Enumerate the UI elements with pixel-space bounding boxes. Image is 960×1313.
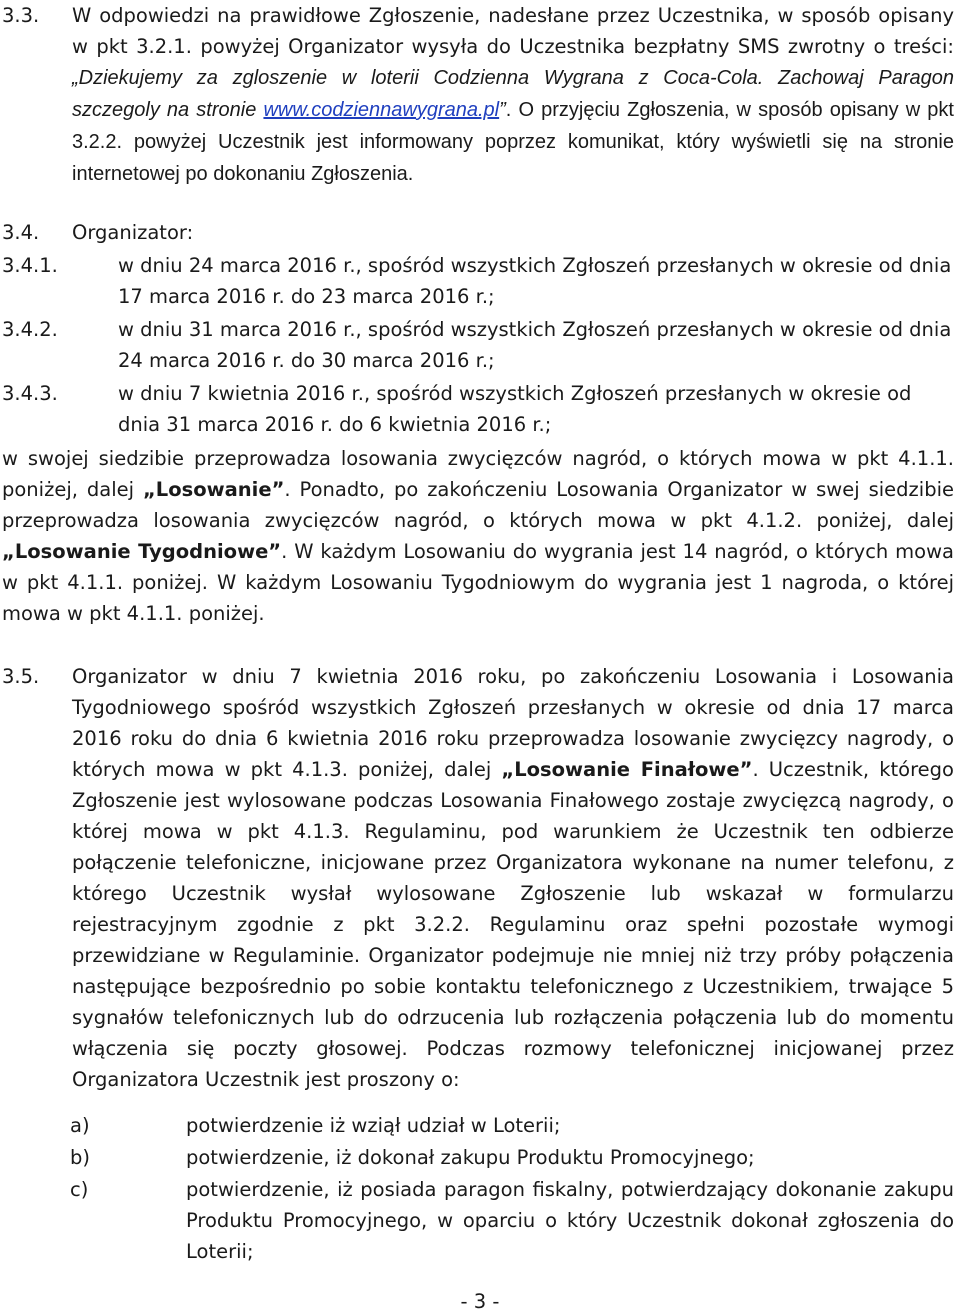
item-number: 3.4.1.	[2, 254, 58, 277]
paragraph-text: . W każdym Losowaniu do wygrania jest 14 nagród, o których mowa w pkt 4.1.1. poniżej. W każdym Losowaniu Tygodniowym do wygrania jest 1 nagroda, o której mowa w pkt 4.1.1. poniżej.	[2, 540, 954, 625]
item-text: potwierdzenie, iż dokonał zakupu Produktu Promocyjnego;	[186, 1146, 755, 1169]
section-3-4-paragraph	[2, 443, 954, 629]
item-label: b)	[70, 1146, 90, 1169]
term-losowanie-finalowe: „Losowanie Finałowe”	[501, 758, 753, 781]
paragraph-text: . Uczestnik, którego Zgłoszenie jest wylosowane podczas Losowania Finałowego zostaje zwycięzcą nagrody, o której mowa w pkt 4.1.3. Regulaminu, pod warunkiem że Uczestnik ten odbierze połączenie telefoniczne, inicjowane przez Organizatora wykonane na numer telefonu, z którego Uczestnik wysłał wylosowane Zgłoszenie lub wskazał w formularzu rejestracyjnym zgodnie z pkt 3.2.2. Regulaminu oraz spełni pozostałe wymogi przewidziane w Regulaminie. Organizator podejmuje nie mniej niż trzy próby połączenia następujące bezpośrednio po sobie kontaktu telefonicznego z Uczestnikiem, trwające 5 sygnałów telefonicznych lub do odrzucenia lub rozłączenia połączenia lub do momentu włączenia się poczty głosowej. Podczas rozmowy telefonicznej inicjowanej przez Organizatora Uczestnik jest proszony o:	[72, 758, 954, 1091]
item-text: potwierdzenie iż wziął udział w Loterii;	[186, 1114, 561, 1137]
item-text: w dniu 7 kwietnia 2016 r., spośród wszystkich Zgłoszeń przesłanych w okresie od dnia 31 marca 2016 r. do 6 kwietnia 2016 r.;	[118, 382, 912, 436]
term-losowanie-tygodniowe: „Losowanie Tygodniowe”	[2, 540, 282, 563]
section-3-5-text	[72, 661, 954, 1095]
term-losowanie: „Losowanie”	[142, 478, 285, 501]
section-title: Organizator:	[72, 221, 194, 244]
item-number: 3.4.3.	[2, 382, 58, 405]
website-link[interactable]: www.codziennawygrana.pl	[263, 99, 500, 121]
item-number: 3.4.2.	[2, 318, 58, 341]
paragraph-text: . O przyjęciu Zgłoszenia, w sposób opisany w pkt 3.2.2. powyżej Uczestnik jest informowany poprzez komunikat, który wyświetli się na stronie internetowej po dokonaniu Zgłoszenia.	[72, 99, 954, 185]
item-label: c)	[70, 1178, 89, 1201]
section-number: 3.3.	[2, 4, 40, 27]
section-number: 3.4.	[2, 221, 40, 244]
section-3-3-text	[72, 0, 954, 190]
item-text: w dniu 31 marca 2016 r., spośród wszystkich Zgłoszeń przesłanych w okresie od dnia 24 marca 2016 r. do 30 marca 2016 r.;	[118, 318, 952, 372]
item-text: potwierdzenie, iż posiada paragon fiskalny, potwierdzający dokonanie zakupu Produktu Promocyjnego, w oparciu o który Uczestnik dokonał zgłoszenia do Loterii;	[186, 1178, 954, 1263]
paragraph-text: w swojej siedzibie przeprowadza losowania zwycięzców nagród, o których mowa w pkt 4.1.1. poniżej, dalej	[2, 447, 954, 501]
sms-quote: „Dziekujemy za zgloszenie w loterii Codzienna Wygrana z Coca-Cola. Zachowaj Paragon szczegoly na stronie	[72, 67, 954, 121]
item-label: a)	[70, 1114, 90, 1137]
paragraph-text: Organizator w dniu 7 kwietnia 2016 roku, po zakończeniu Losowania i Losowania Tygodniowego spośród wszystkich Zgłoszeń przesłanych w okresie od dnia 17 marca 2016 roku do dnia 6 kwietnia 2016 roku przeprowadza losowanie zwycięzcy nagrody, o których mowa w pkt 4.1.3. poniżej, dalej	[72, 665, 954, 781]
item-text: w dniu 24 marca 2016 r., spośród wszystkich Zgłoszeń przesłanych w okresie od dnia 17 marca 2016 r. do 23 marca 2016 r.;	[118, 254, 952, 308]
paragraph-text: . Ponadto, po zakończeniu Losowania Organizator w swej siedzibie przeprowadza losowania zwycięzców nagród, o których mowa w pkt 4.1.2. poniżej, dalej	[2, 478, 954, 532]
page-number: - 3 -	[460, 1290, 500, 1313]
paragraph-text: W odpowiedzi na prawidłowe Zgłoszenie, nadesłane przez Uczestnika, w sposób opisany w pkt 3.2.1. powyżej Organizator wysyła do Uczestnika bezpłatny SMS zwrotny o treści:	[72, 4, 954, 58]
sms-quote-end: ”	[499, 99, 506, 121]
section-number: 3.5.	[2, 665, 40, 688]
